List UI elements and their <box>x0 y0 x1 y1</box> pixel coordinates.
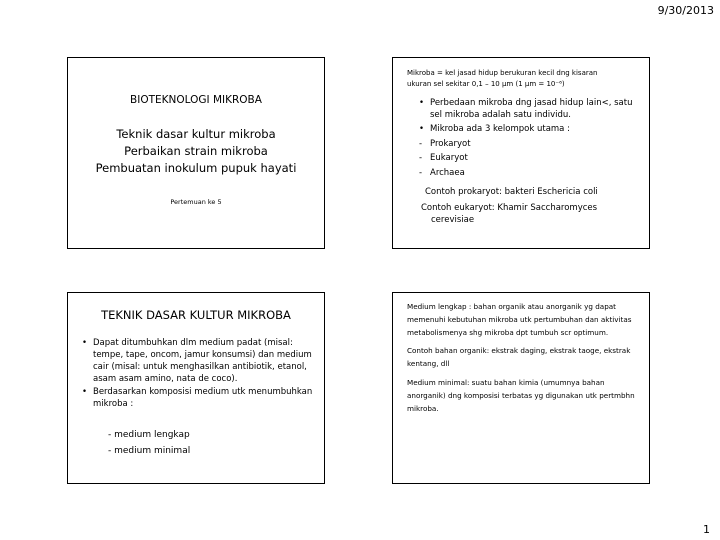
list-item-text: Perbedaan mikroba dng jasad hidup lain<, satu sel mikroba adalah satu individu. <box>430 98 633 120</box>
paragraph: Contoh bahan organik: ekstrak daging, ekstrak taoge, ekstrak kentang, dll <box>407 346 631 369</box>
list-item-text: Mikroba ada 3 kelompok utama : <box>430 124 570 134</box>
dash-marker: - <box>419 153 423 163</box>
topic-line: Perbaikan strain mikroba <box>124 144 268 158</box>
dash-marker: - <box>419 167 423 178</box>
slide-4 <box>392 292 650 484</box>
topic-line: Pembuatan inokulum pupuk hayati <box>95 161 297 175</box>
slide-3-list <box>82 337 316 411</box>
dash-marker: - <box>419 138 423 149</box>
list-item <box>419 153 641 165</box>
list-item <box>419 98 641 121</box>
medium-option: - medium minimal <box>108 446 191 456</box>
slide-4-body <box>407 301 643 421</box>
topic-line: Teknik dasar kultur mikroba <box>116 127 276 141</box>
bullet-marker: • <box>419 98 425 108</box>
bullet-marker: • <box>82 338 88 348</box>
intro-line: ukuran sel sekitar 0,1 – 10 µm (1 µm = 10⁻⁶) <box>407 80 565 88</box>
slide-2-list <box>419 98 641 182</box>
list-item-text: Dapat ditumbuhkan dlm medium padat (misal: tempe, tape, oncom, jamur konsumsi) dan medium cair (misal: untuk menghasilkan antibiotik, etanol, asam asam amino, nata de coco). <box>93 338 312 384</box>
list-item <box>82 386 316 410</box>
slide-2-intro <box>407 68 643 90</box>
example-eukaryot <box>421 203 643 226</box>
list-item-text: Eukaryot <box>430 153 468 163</box>
list-item <box>419 139 641 151</box>
bullet-marker: • <box>82 387 88 397</box>
print-date: 9/30/2013 <box>657 4 714 17</box>
paragraph: Medium minimal: suatu bahan kimia (umumnya bahan anorganik) dng komposisi terbatas yg digunakan utk pertmbhn mikroba. <box>407 377 635 413</box>
example-line: cerevisiae <box>431 214 475 225</box>
list-item <box>82 337 316 385</box>
list-item-text: Berdasarkan komposisi medium utk menumbuhkan mikroba : <box>93 387 313 409</box>
slide-3-title: TEKNIK DASAR KULTUR MIKROBA <box>101 308 291 322</box>
slide-1-topics <box>68 126 324 177</box>
list-item <box>419 124 641 136</box>
page-number: 1 <box>703 523 710 536</box>
slide-1-subtitle: Pertemuan ke 5 <box>170 198 222 206</box>
slide-3 <box>67 292 325 484</box>
list-item <box>419 168 641 180</box>
example-prokaryot: Contoh prokaryot: bakteri Eschericia coli <box>425 187 598 197</box>
intro-line: Mikroba = kel jasad hidup berukuran kecil dng kisaran <box>407 69 598 77</box>
medium-option: - medium lengkap <box>108 430 190 440</box>
example-line: Contoh eukaryot: Khamir Saccharomyces <box>421 203 598 213</box>
list-item-text: Archaea <box>430 167 465 178</box>
list-item-text: Prokaryot <box>430 138 471 149</box>
slide-1-title: BIOTEKNOLOGI MIKROBA <box>130 94 262 106</box>
slide-1 <box>67 57 325 249</box>
paragraph: Medium lengkap : bahan organik atau anorganik yg dapat memenuhi kebutuhan mikroba utk pertumbuhan dan aktivitas metabolismenya shg mikroba dpt tumbuh scr optimum. <box>407 302 632 337</box>
bullet-marker: • <box>419 124 425 134</box>
slide-2 <box>392 57 650 249</box>
